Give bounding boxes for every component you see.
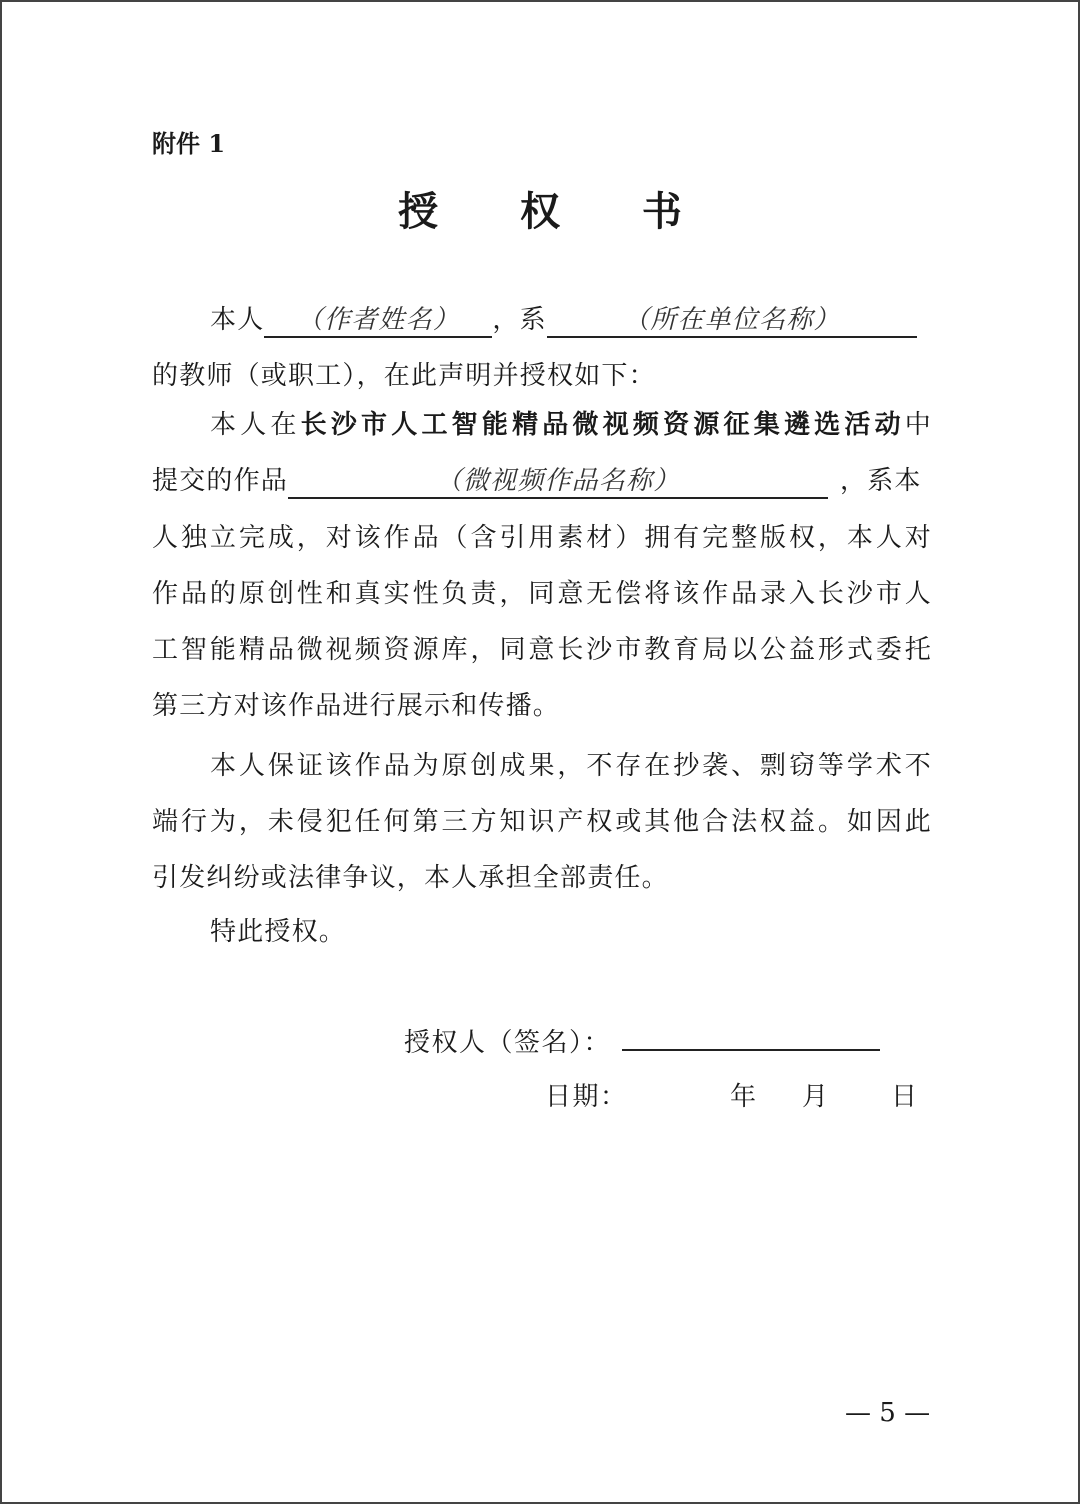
guarantee-line-1: 本人保证该作品为原创成果，不存在抄袭、剽窃等学术不: [210, 751, 932, 781]
declaration-line-1: [152, 302, 932, 338]
authorization-line-1: [152, 407, 932, 443]
authorization-line-6: 第三方对该作品进行展示和传播。: [152, 691, 561, 721]
declaration-line-2: 的教师（或职工），在此声明并授权如下：: [152, 361, 656, 391]
authorization-line-2: [152, 463, 932, 499]
work-title-field[interactable]: （微视频作品名称）: [288, 465, 828, 499]
text-segment: ，系: [492, 305, 547, 335]
activity-name: 长沙市人工智能精品微视频资源征集遴选活动: [300, 410, 905, 440]
authorization-line-4: 作品的原创性和真实性负责，同意无偿将该作品录入长沙市人: [152, 579, 932, 609]
unit-name-field[interactable]: （所在单位名称）: [547, 304, 917, 338]
guarantee-line-3: 引发纠纷或法律争议，本人承担全部责任。: [152, 863, 669, 893]
attachment-label: 附件 1: [152, 129, 226, 158]
text-segment: ，系本: [840, 466, 922, 496]
text-segment: 提交的作品: [152, 466, 289, 496]
date-label: 日期：: [545, 1082, 628, 1112]
text-segment: 中: [904, 410, 932, 440]
closing-line: 特此授权。: [210, 917, 347, 947]
guarantee-line-2: 端行为，未侵犯任何第三方知识产权或其他合法权益。如因此: [152, 807, 932, 837]
authorization-line-5: 工智能精品微视频资源库，同意长沙市教育局以公益形式委托: [152, 635, 932, 665]
text-segment: 本人: [210, 305, 265, 335]
date-year: 年: [730, 1082, 758, 1112]
date-month: 月: [802, 1082, 830, 1112]
author-name-field[interactable]: （作者姓名）: [264, 304, 492, 338]
date-day: 日: [891, 1082, 919, 1112]
document-title: 授 权 书: [398, 188, 716, 235]
page-number: — 5 —: [845, 1398, 931, 1428]
signature-field[interactable]: [622, 1049, 880, 1051]
text-segment: 本人在: [210, 410, 301, 440]
authorization-line-3: 人独立完成，对该作品（含引用素材）拥有完整版权，本人对: [152, 523, 932, 553]
signature-label: 授权人（签名）：: [404, 1028, 612, 1058]
